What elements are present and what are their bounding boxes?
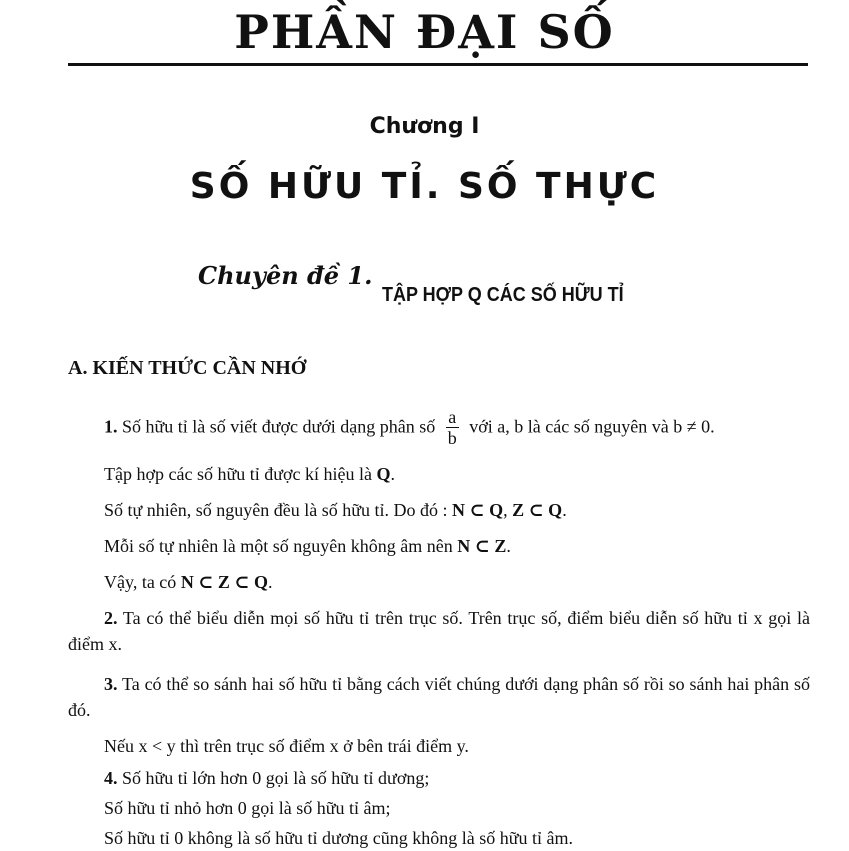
chapter-label: Chương I — [369, 114, 480, 139]
text: Mỗi số tự nhiên là một số nguyên không âm nên — [104, 536, 458, 556]
paragraph-4-line-2: Số hữu tỉ nhỏ hơn 0 gọi là số hữu tỉ âm; — [104, 798, 391, 818]
paragraph-text: Ta có thể so sánh hai số hữu tỉ bằng cách viết chúng dưới dạng phân số rồi so sánh hai phân số đó. — [68, 674, 810, 720]
paragraph-1-line-5 — [104, 569, 272, 595]
text: , — [503, 500, 513, 520]
paragraph-text: Số hữu tỉ là số viết được dưới dạng phân số — [117, 416, 436, 437]
text: Tập hợp các số hữu tỉ được kí hiệu là — [104, 464, 377, 484]
subset-n-z: N ⊂ Z — [457, 536, 507, 556]
text: Vậy, ta có — [104, 572, 181, 592]
chapter-title: SỐ HỮU TỈ. SỐ THỰC — [189, 166, 660, 207]
paragraph-text: Ta có thể biểu diễn mọi số hữu tỉ trên trục số. Trên trục số, điểm biểu diễn số hữu tỉ x gọi là điểm x. — [68, 608, 810, 654]
item-number: 2. — [104, 608, 118, 628]
item-number: 4. — [104, 768, 118, 788]
paragraph-1-line-2 — [104, 461, 395, 487]
text: . — [267, 572, 273, 592]
paragraph-1-line-4 — [104, 533, 511, 559]
paragraph-1 — [104, 408, 715, 449]
symbol-q: Q — [376, 464, 391, 484]
text: . — [506, 536, 511, 556]
paragraph-text: với a, b là các số nguyên và b ≠ 0. — [469, 416, 715, 437]
paragraph-4 — [104, 765, 429, 791]
paragraph-3 — [68, 671, 810, 723]
paragraph-2 — [68, 605, 810, 657]
item-number: 3. — [104, 674, 118, 694]
part-title: PHẦN ĐẠI SỐ — [234, 5, 615, 59]
text: . — [562, 500, 567, 520]
paragraph-3-line-2: Nếu x < y thì trên trục số điểm x ở bên trái điểm y. — [104, 736, 469, 756]
paragraph-text: Số hữu tỉ lớn hơn 0 gọi là số hữu tỉ dương; — [117, 768, 430, 788]
text: . — [390, 464, 395, 484]
fraction-numerator: a — [446, 407, 459, 428]
topic-title: TẬP HỢP Q CÁC SỐ HỮU TỈ — [382, 284, 624, 306]
subset-n-q: N ⊂ Q — [452, 500, 504, 520]
paragraph-1-line-3 — [104, 497, 567, 523]
subset-chain: N ⊂ Z ⊂ Q — [180, 572, 268, 592]
topic-label: Chuyên đề 1. — [198, 261, 373, 290]
text: Số tự nhiên, số nguyên đều là số hữu tỉ. Do đó : — [104, 500, 452, 520]
item-number: 1. — [104, 416, 118, 437]
fraction-denominator: b — [447, 428, 457, 448]
paragraph-4-line-3: Số hữu tỉ 0 không là số hữu tỉ dương cũng không là số hữu tỉ âm. — [104, 828, 574, 848]
subset-z-q: Z ⊂ Q — [512, 500, 563, 520]
section-heading: A. KIẾN THỨC CẦN NHỚ — [68, 357, 307, 379]
fraction-a-over-b — [446, 407, 459, 448]
title-divider — [68, 63, 808, 66]
